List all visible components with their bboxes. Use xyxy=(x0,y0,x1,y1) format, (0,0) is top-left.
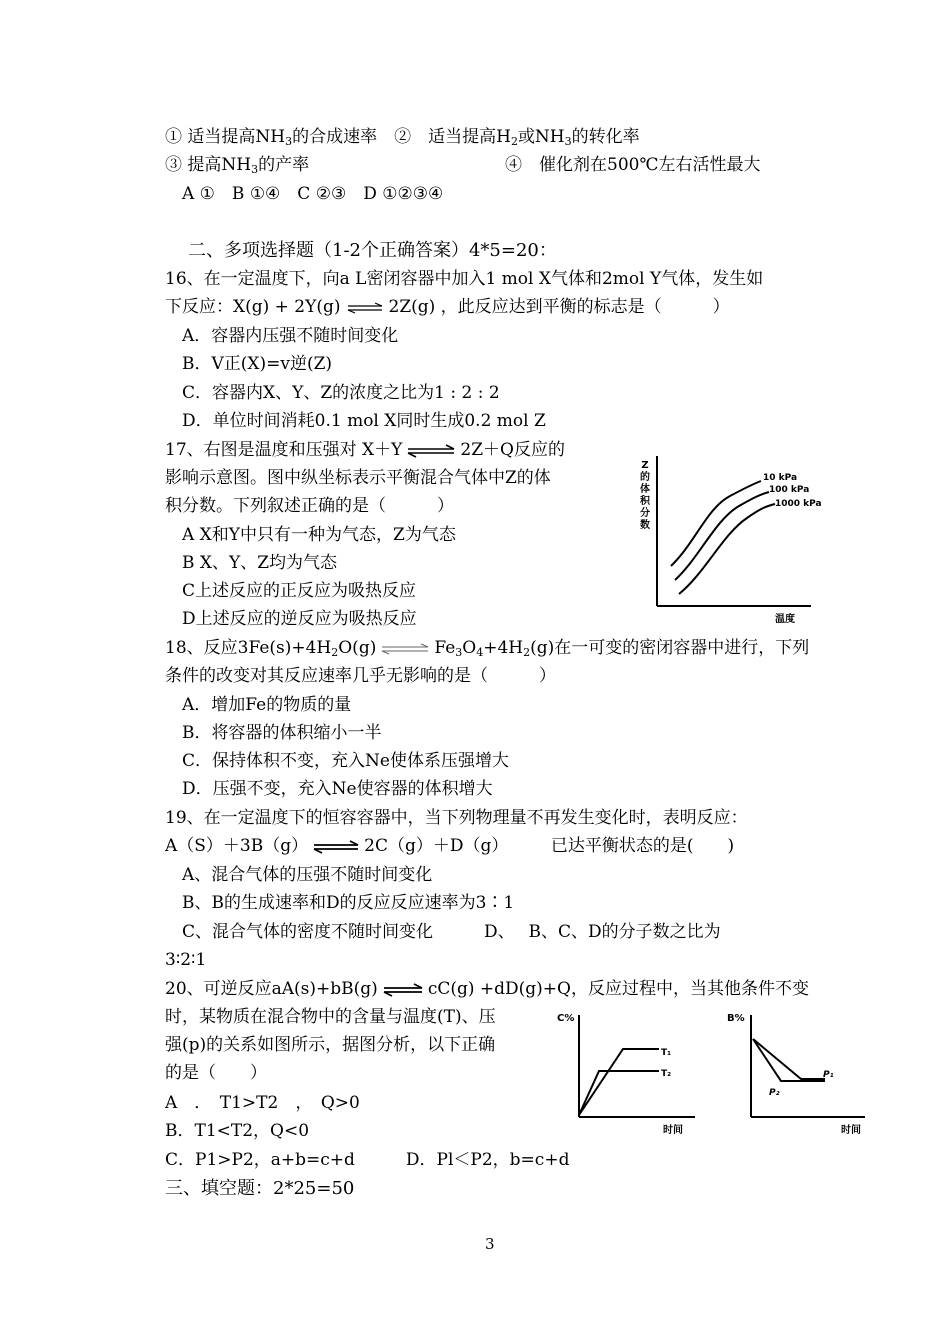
xlabel: 时间 xyxy=(841,1125,861,1136)
q20-stem-2: 时，某物质在混合物中的含量与温度(T)、压 xyxy=(165,1007,496,1027)
option-line-2 xyxy=(165,154,309,176)
q16-option-b: B．V正(X)=v逆(Z) xyxy=(182,354,333,374)
text: A（S）＋3B（g） xyxy=(165,836,309,856)
text: O xyxy=(462,638,477,658)
q17-option-b: B X、Y、Z均为气态 xyxy=(182,553,338,573)
text: 的转化率 xyxy=(571,127,640,147)
label-t2: T₂ xyxy=(661,1069,672,1079)
sub: 3 xyxy=(285,135,293,148)
ylabel-char: 数 xyxy=(640,520,650,531)
option-line-2b: ④ 催化剂在500℃左右活性最大 xyxy=(505,155,761,175)
text: 2Z(g) ，此反应达到平衡的标志是（ ） xyxy=(388,297,730,317)
q19-stem-1: 19、在一定温度下的恒容容器中，当下列物理量不再发生变化时，表明反应： xyxy=(165,808,748,828)
q17-option-d: D上述反应的逆反应为吸热反应 xyxy=(182,609,417,629)
equilibrium-arrow-icon xyxy=(312,841,360,853)
page-number: 3 xyxy=(485,1235,495,1253)
text: 下反应：X(g) + 2Y(g) xyxy=(165,297,341,317)
xlabel: 温度 xyxy=(775,614,795,625)
section-2-title: 二、多项选择题（1-2个正确答案）4*5=20： xyxy=(188,240,557,261)
label-p1: P₁ xyxy=(823,1070,834,1080)
text: O(g) xyxy=(338,638,377,658)
sub: 3 xyxy=(455,646,463,659)
q16-option-a: A．容器内压强不随时间变化 xyxy=(182,326,399,346)
text: (g)在一可变的密闭容器中进行，下列 xyxy=(530,638,810,658)
q16-option-d: D．单位时间消耗0.1 mol X同时生成0.2 mol Z xyxy=(182,411,546,431)
q18-option-c: C．保持体积不变，充入Ne使体系压强增大 xyxy=(182,751,509,771)
ylabel: C% xyxy=(557,1013,575,1024)
q17-option-a: A X和Y中只有一种为气态，Z为气态 xyxy=(182,525,456,545)
q19-option-a: A、混合气体的压强不随时间变化 xyxy=(182,865,433,885)
q17-stem-2: 影响示意图。图中纵坐标表示平衡混合气体中Z的体 xyxy=(165,468,551,488)
curve-t1 xyxy=(579,1049,659,1115)
q18-option-b: B．将容器的体积缩小一半 xyxy=(182,723,382,743)
sub: 2 xyxy=(331,646,339,659)
q18-option-a: A．增加Fe的物质的量 xyxy=(182,695,352,715)
curve-t2 xyxy=(579,1071,659,1115)
text: 或NH xyxy=(517,127,565,147)
q20-stem-1 xyxy=(165,978,809,1000)
text: 2C（g）＋D（g） 已达平衡状态的是( ) xyxy=(364,836,735,856)
ylabel-char: Z xyxy=(641,460,649,471)
legend-100kpa: 100 kPa xyxy=(769,485,810,495)
text: +4H xyxy=(483,638,524,658)
text: 20、可逆反应aA(s)+bB(g) xyxy=(165,979,378,999)
q20-option-b: B．T1<T2，Q<0 xyxy=(165,1121,310,1141)
ylabel-char: 的 xyxy=(640,472,650,483)
text: 18、反应3Fe(s)+4H xyxy=(165,638,332,658)
equilibrium-arrow-icon xyxy=(380,643,430,655)
q18-stem-1 xyxy=(165,637,809,659)
label-t1: T₁ xyxy=(661,1048,672,1058)
q20-stem-3: 强(p)的关系如图所示，据图分析，以下正确 xyxy=(165,1035,496,1055)
q20-option-a: A ． T1>T2 ， Q>0 xyxy=(165,1093,360,1113)
figure-20-c-chart xyxy=(555,1003,705,1138)
sub: 4 xyxy=(476,646,484,659)
q19-option-c-d: C、混合气体的密度不随时间变化 D、 B、C、D的分子数之比为 xyxy=(182,922,721,942)
sub: 2 xyxy=(523,646,531,659)
q20-stem-4: 的是（ ） xyxy=(165,1063,267,1083)
sub: 3 xyxy=(564,135,572,148)
curve-100kpa xyxy=(675,492,769,580)
equilibrium-arrow-icon xyxy=(406,445,456,457)
legend-10kpa: 10 kPa xyxy=(763,473,798,483)
q16-option-c: C．容器内X、Y、Z的浓度之比为1 : 2 : 2 xyxy=(182,383,500,403)
equilibrium-arrow-icon xyxy=(345,302,385,314)
text: 的合成速率 ② 适当提高H xyxy=(292,127,511,147)
sub: 2 xyxy=(510,135,518,148)
text: 17、右图是温度和压强对 X＋Y xyxy=(165,440,403,460)
text: ① 适当提高NH xyxy=(165,127,286,147)
q19-stem-2 xyxy=(165,835,734,857)
q18-option-d: D．压强不变，充入Ne使容器的体积增大 xyxy=(182,779,493,799)
curve-p2 xyxy=(753,1039,825,1079)
figure-17-chart xyxy=(635,448,822,628)
q16-stem-2 xyxy=(165,296,730,318)
text: 的产率 xyxy=(258,155,310,175)
ylabel: B% xyxy=(727,1013,745,1024)
figure-20-b-chart xyxy=(725,1003,870,1138)
ylabel-char: 体 xyxy=(640,484,650,495)
curve-p1 xyxy=(753,1039,825,1081)
label-p2: P₂ xyxy=(769,1088,780,1098)
ylabel-char: 积 xyxy=(640,496,650,507)
curve-1000kpa xyxy=(679,504,775,594)
ylabel-char: 分 xyxy=(640,508,650,519)
q17-stem-3: 积分数。下列叙述正确的是（ ） xyxy=(165,496,454,516)
answers-15: A ① B ①④ C ②③ D ①②③④ xyxy=(182,184,444,204)
text: 2Z＋Q反应的 xyxy=(460,440,565,460)
text: ③ 提高NH xyxy=(165,155,252,175)
text: cC(g) +dD(g)+Q，反应过程中，当其他条件不变 xyxy=(427,979,809,999)
legend-1000kpa: 1000 kPa xyxy=(775,499,822,509)
sub: 3 xyxy=(251,163,259,176)
curve-10kpa xyxy=(671,481,761,566)
xlabel: 时间 xyxy=(663,1125,683,1136)
equilibrium-arrow-icon xyxy=(382,984,424,996)
q18-stem-2: 条件的改变对其反应速率几乎无影响的是（ ） xyxy=(165,666,556,686)
q17-stem-1 xyxy=(165,439,565,461)
q17-option-c: C上述反应的正反应为吸热反应 xyxy=(182,581,417,601)
option-line-1 xyxy=(165,126,640,148)
section-3-title: 三、填空题：2*25=50 xyxy=(165,1178,355,1199)
q19-option-d-cont: 3∶2∶1 xyxy=(165,950,207,970)
q19-option-b: B、B的生成速率和D的反应反应速率为3∶1 xyxy=(182,893,515,913)
q16-stem-1: 16、在一定温度下，向a L密闭容器中加入1 mol X气体和2mol Y气体，发生如 xyxy=(165,269,764,289)
text: Fe xyxy=(434,638,456,658)
q20-option-c-d: C．P1>P2，a+b=c+d D．Pl＜P2，b=c+d xyxy=(165,1150,570,1170)
